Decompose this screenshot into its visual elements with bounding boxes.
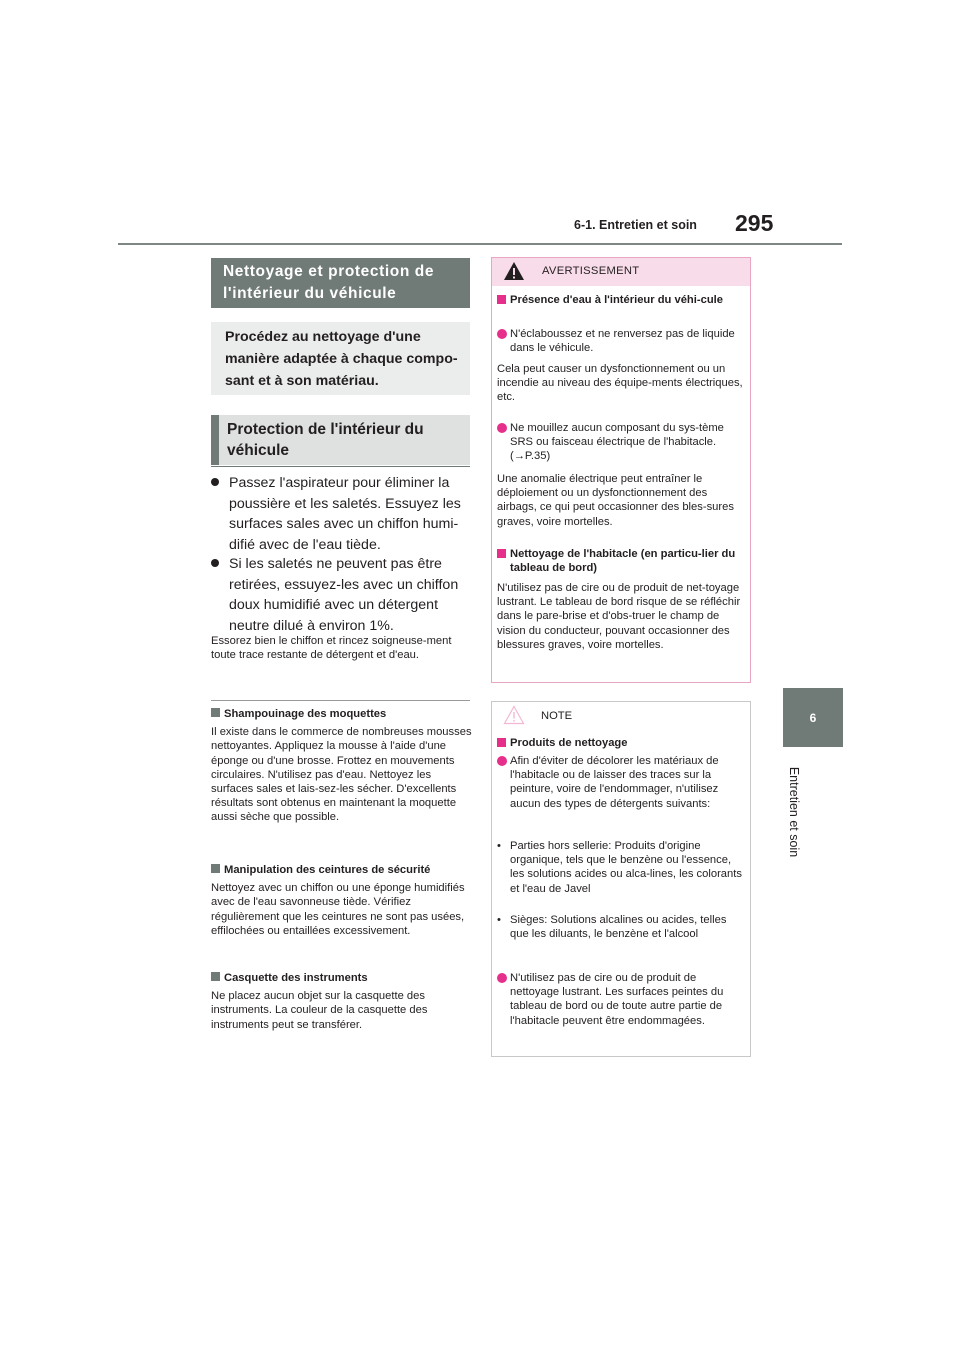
left-divider: [211, 700, 470, 701]
warning-subheading: [497, 547, 745, 575]
section-text: Ne placez aucun objet sur la casquette des instruments. La couleur de la casquette des instruments peut se transférer.: [211, 990, 428, 1031]
bullet-item: [211, 554, 473, 636]
warning-icon: [503, 261, 525, 281]
chapter-tab[interactable]: 6: [783, 688, 843, 747]
section-text: Il existe dans le commerce de nombreuses mousses nettoyantes. Appliquez la mousse à l'aide d'une éponge ou d'une brosse. Frottez en mouvements circulaires. N'utilisez pas d'eau. Nettoyez les surfaces sales et lais-sez-les sécher. D'excellents résultats sont obtenus en maintenant la moquette aussi sèche que possible.: [211, 726, 472, 824]
sub-title-rule: [211, 466, 470, 467]
circle-bullet-icon: [497, 423, 507, 433]
square-bullet-icon: [497, 295, 506, 304]
main-title: Nettoyage et protection de l'intérieur du véhicule: [211, 258, 470, 308]
warning-subheading-text: Présence d'eau à l'intérieur du véhi-cule: [510, 294, 723, 306]
bullet-dot-icon: [211, 559, 219, 567]
note-subitem-text: Parties hors sellerie: Produits d'origine organique, tels que le benzène ou l'essence, les solutions acides ou alca-lines, les colorants et l'eau de Javel: [510, 840, 742, 895]
note-item: [497, 754, 745, 811]
square-bullet-icon: [497, 549, 506, 558]
section-heading: Shampouinage des moquettes: [224, 708, 387, 720]
warning-text: Une anomalie électrique peut entraîner le déploiement ou un dysfonctionnement des airbags, ce qui peut occasionner des bles-sures graves, voire mortelles.: [497, 473, 734, 528]
warning-subheading: [497, 293, 745, 307]
note-item-text: N'utilisez pas de cire ou de produit de nettoyage lustrant. Les surfaces peintes du tableau de bord ou de toute autre partie de l'habitacle peuvent être endommagées.: [510, 972, 724, 1027]
note-item: [497, 971, 745, 1028]
warning-text: Cela peut causer un dysfonctionnement ou un incendie au niveau des équipe-ments électriques, etc.: [497, 363, 743, 404]
note-subitem: [497, 839, 745, 896]
square-bullet-icon: [497, 738, 506, 747]
chapter-title: [780, 762, 808, 862]
bullet-dot-icon: [211, 478, 219, 486]
chapter-title-text: Entretien et soin: [787, 766, 801, 858]
note-subitem-text: Sièges: Solutions alcalines ou acides, telles que les diluants, le benzène et l'alcool: [510, 914, 727, 941]
warning-item: [497, 421, 745, 464]
caution-icon: [503, 705, 525, 725]
seatbelt-section: [211, 863, 473, 938]
dashboard-section: [211, 971, 473, 1032]
bullet-note: Essorez bien le chiffon et rincez soigneuse-ment toute trace restante de détergent et d'eau.: [211, 635, 452, 661]
note-item-text: Afin d'éviter de décolorer les matériaux de l'habitacle ou de laisser des traces sur la peinture, voire de l'endommager, n'utilisez aucun des types de détergents suivants:: [510, 755, 719, 810]
circle-bullet-icon: [497, 973, 507, 983]
section-text: Nettoyez avec un chiffon ou une éponge humidifiés avec de l'eau savonneuse tiède. Vérifiez régulièrement que les ceintures ne sont pas usées, effilochées ou entaillées excessivement.: [211, 882, 465, 937]
warning-item: [497, 327, 745, 355]
note-subheading: [497, 736, 745, 750]
note-subitem: [497, 913, 745, 941]
bullet-text: Si les saletés ne peuvent pas être retirées, essuyez-les avec un chiffon doux humidifié avec un détergent neutre dilué à environ 1%.: [229, 556, 459, 634]
bullet-item: [211, 473, 473, 555]
square-bullet-icon: [211, 864, 220, 873]
square-bullet-icon: [211, 972, 220, 981]
warning-text: N'utilisez pas de cire ou de produit de net-toyage lustrant. Le tableau de bord risque de se réfléchir dans le pare-brise et d'obs-truer le champ de vision du conducteur, pouvant occasionner des blessures graves, voire mortelles.: [497, 582, 741, 651]
warning-subheading-text: Nettoyage de l'habitacle (en particu-lier du tableau de bord): [510, 548, 736, 575]
note-title: NOTE: [541, 710, 573, 722]
section-heading: Manipulation des ceintures de sécurité: [224, 864, 431, 876]
intro-box: Procédez au nettoyage d'une manière adaptée à chaque compo-sant et à son matériau.: [211, 322, 470, 395]
bullet-text: Passez l'aspirateur pour éliminer la poussière et les saletés. Essuyez les surfaces sales avec un chiffon humi-difié avec de l'eau tiède.: [229, 475, 461, 553]
circle-bullet-icon: [497, 756, 507, 766]
sub-title: Protection de l'intérieur du véhicule: [211, 415, 470, 465]
section-label: 6-1. Entretien et soin: [574, 218, 697, 232]
section-heading: Casquette des instruments: [224, 972, 368, 984]
dot-bullet-icon: •: [497, 840, 501, 852]
sub-title-bar: [211, 415, 219, 465]
header-rule: [118, 243, 842, 245]
carpet-section: [211, 707, 473, 825]
warning-item-text: Ne mouillez aucun composant du sys-tème SRS ou faisceau électrique de l'habitacle. (→P.35): [510, 422, 724, 463]
note-subheading-text: Produits de nettoyage: [510, 737, 628, 749]
page-number: 295: [735, 210, 774, 236]
square-bullet-icon: [211, 708, 220, 717]
dot-bullet-icon: •: [497, 914, 501, 926]
circle-bullet-icon: [497, 329, 507, 339]
warning-title: AVERTISSEMENT: [542, 265, 640, 277]
warning-item-text: N'éclaboussez et ne renversez pas de liquide dans le véhicule.: [510, 328, 735, 355]
